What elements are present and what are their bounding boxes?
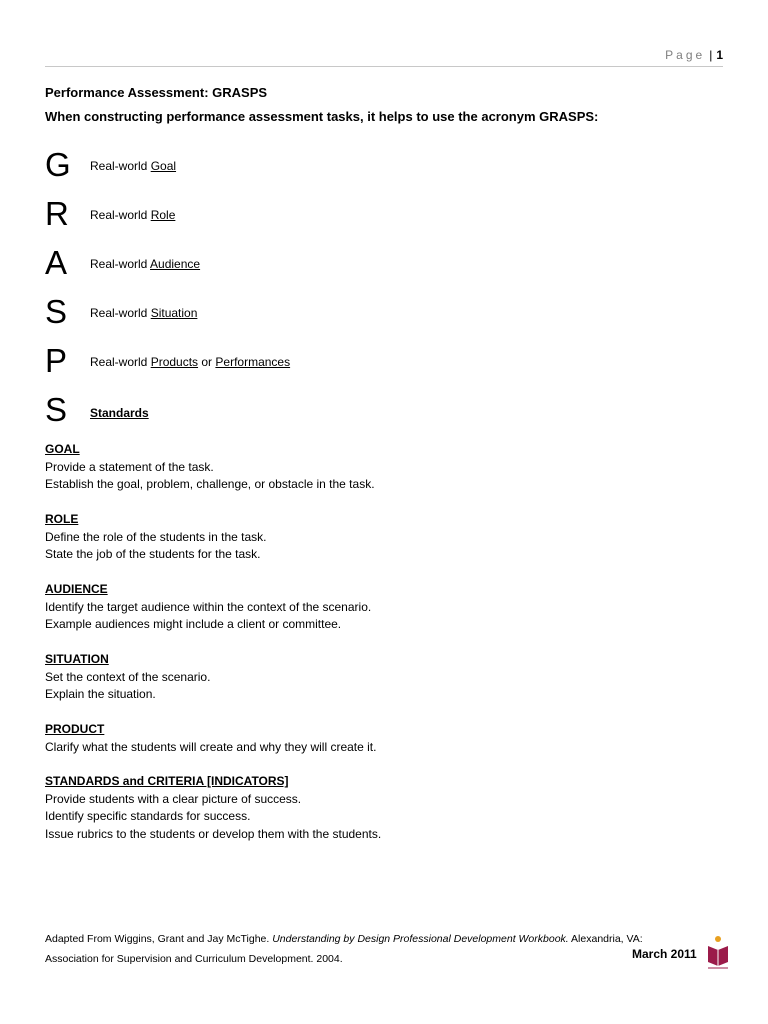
grasps-prefix: Real-world: [90, 159, 151, 173]
grasps-description: [90, 406, 149, 420]
grasps-letter: R: [45, 195, 69, 232]
section-line: Provide a statement of the task.: [45, 459, 214, 474]
citation-line-1: [45, 929, 643, 949]
page-separator: |: [709, 48, 713, 62]
grasps-prefix: Real-world: [90, 306, 151, 320]
section-line: Define the role of the students in the task.: [45, 529, 267, 544]
grasps-letter: S: [45, 391, 68, 428]
logo-dot: [715, 936, 721, 942]
section-heading: STANDARDS and CRITERIA [INDICATORS]: [45, 774, 289, 788]
section-line: Explain the situation.: [45, 687, 156, 701]
section-line: State the job of the students for the task.: [45, 547, 261, 561]
grasps-description: [90, 208, 175, 222]
citation-title: Understanding by Design Professional Development Workbook.: [272, 933, 569, 945]
page-word: Page: [665, 48, 706, 62]
section-heading: ROLE: [45, 512, 79, 526]
section-line: Issue rubrics to the students or develop them with the students.: [45, 826, 382, 841]
section-line: Clarify what the students will create and why they will create it.: [45, 739, 377, 754]
section-role: [45, 511, 266, 564]
grasps-letter: P: [45, 342, 68, 379]
section-line: Identify the target audience within the context of the scenario.: [45, 599, 372, 614]
grasps-prefix: Real-world: [90, 257, 151, 271]
section-product: [45, 721, 376, 756]
grasps-letter: A: [45, 244, 68, 281]
page-number: 1: [716, 48, 723, 62]
grasps-prefix: Real-world: [90, 355, 151, 369]
page-header: [45, 48, 723, 67]
citation-prefix: Adapted From Wiggins, Grant and Jay McTighe.: [45, 933, 273, 945]
grasps-term: Situation: [150, 306, 198, 320]
section-goal: [45, 441, 375, 494]
citation-suffix: Alexandria, VA:: [568, 933, 643, 945]
grasps-term-2: Performances: [215, 355, 291, 369]
section-line: Establish the goal, problem, challenge, or obstacle in the task.: [45, 477, 375, 491]
section-heading: AUDIENCE: [45, 582, 108, 596]
section-line: Example audiences might include a client or committee.: [45, 617, 342, 631]
section-heading: SITUATION: [45, 652, 109, 666]
logo-caption-mark: [708, 967, 728, 969]
grasps-term: Audience: [150, 257, 201, 271]
section-heading: GOAL: [45, 442, 80, 456]
footer-date: March 2011: [632, 947, 697, 961]
citation-line-2: Association for Supervision and Curriculum Development. 2004.: [45, 953, 343, 965]
section-audience: [45, 581, 371, 634]
intro-text: When constructing performance assessment tasks, it helps to use the acronym GRASPS:: [45, 109, 599, 124]
grasps-description: [90, 159, 176, 173]
section-situation: [45, 651, 210, 704]
section-line: Identify specific standards for success.: [45, 809, 251, 823]
section-line: Set the context of the scenario.: [45, 669, 211, 684]
grasps-term: Products: [150, 355, 199, 369]
grasps-term: Goal: [150, 159, 177, 173]
grasps-description: [90, 355, 290, 369]
grasps-term: Role: [150, 208, 176, 222]
citation: [45, 929, 643, 969]
document-title: Performance Assessment: GRASPS: [45, 85, 268, 100]
grasps-middle: or: [198, 355, 216, 369]
grasps-letter: G: [45, 146, 71, 183]
grasps-term: Standards: [90, 406, 149, 420]
grasps-description: [90, 257, 200, 271]
grasps-description: [90, 306, 197, 320]
grasps-prefix: Real-world: [90, 208, 151, 222]
section-heading: PRODUCT: [45, 722, 105, 736]
grasps-letter: S: [45, 293, 68, 330]
section-standards: [45, 773, 381, 843]
section-line: Provide students with a clear picture of success.: [45, 791, 302, 806]
book-logo-icon: [706, 934, 730, 970]
